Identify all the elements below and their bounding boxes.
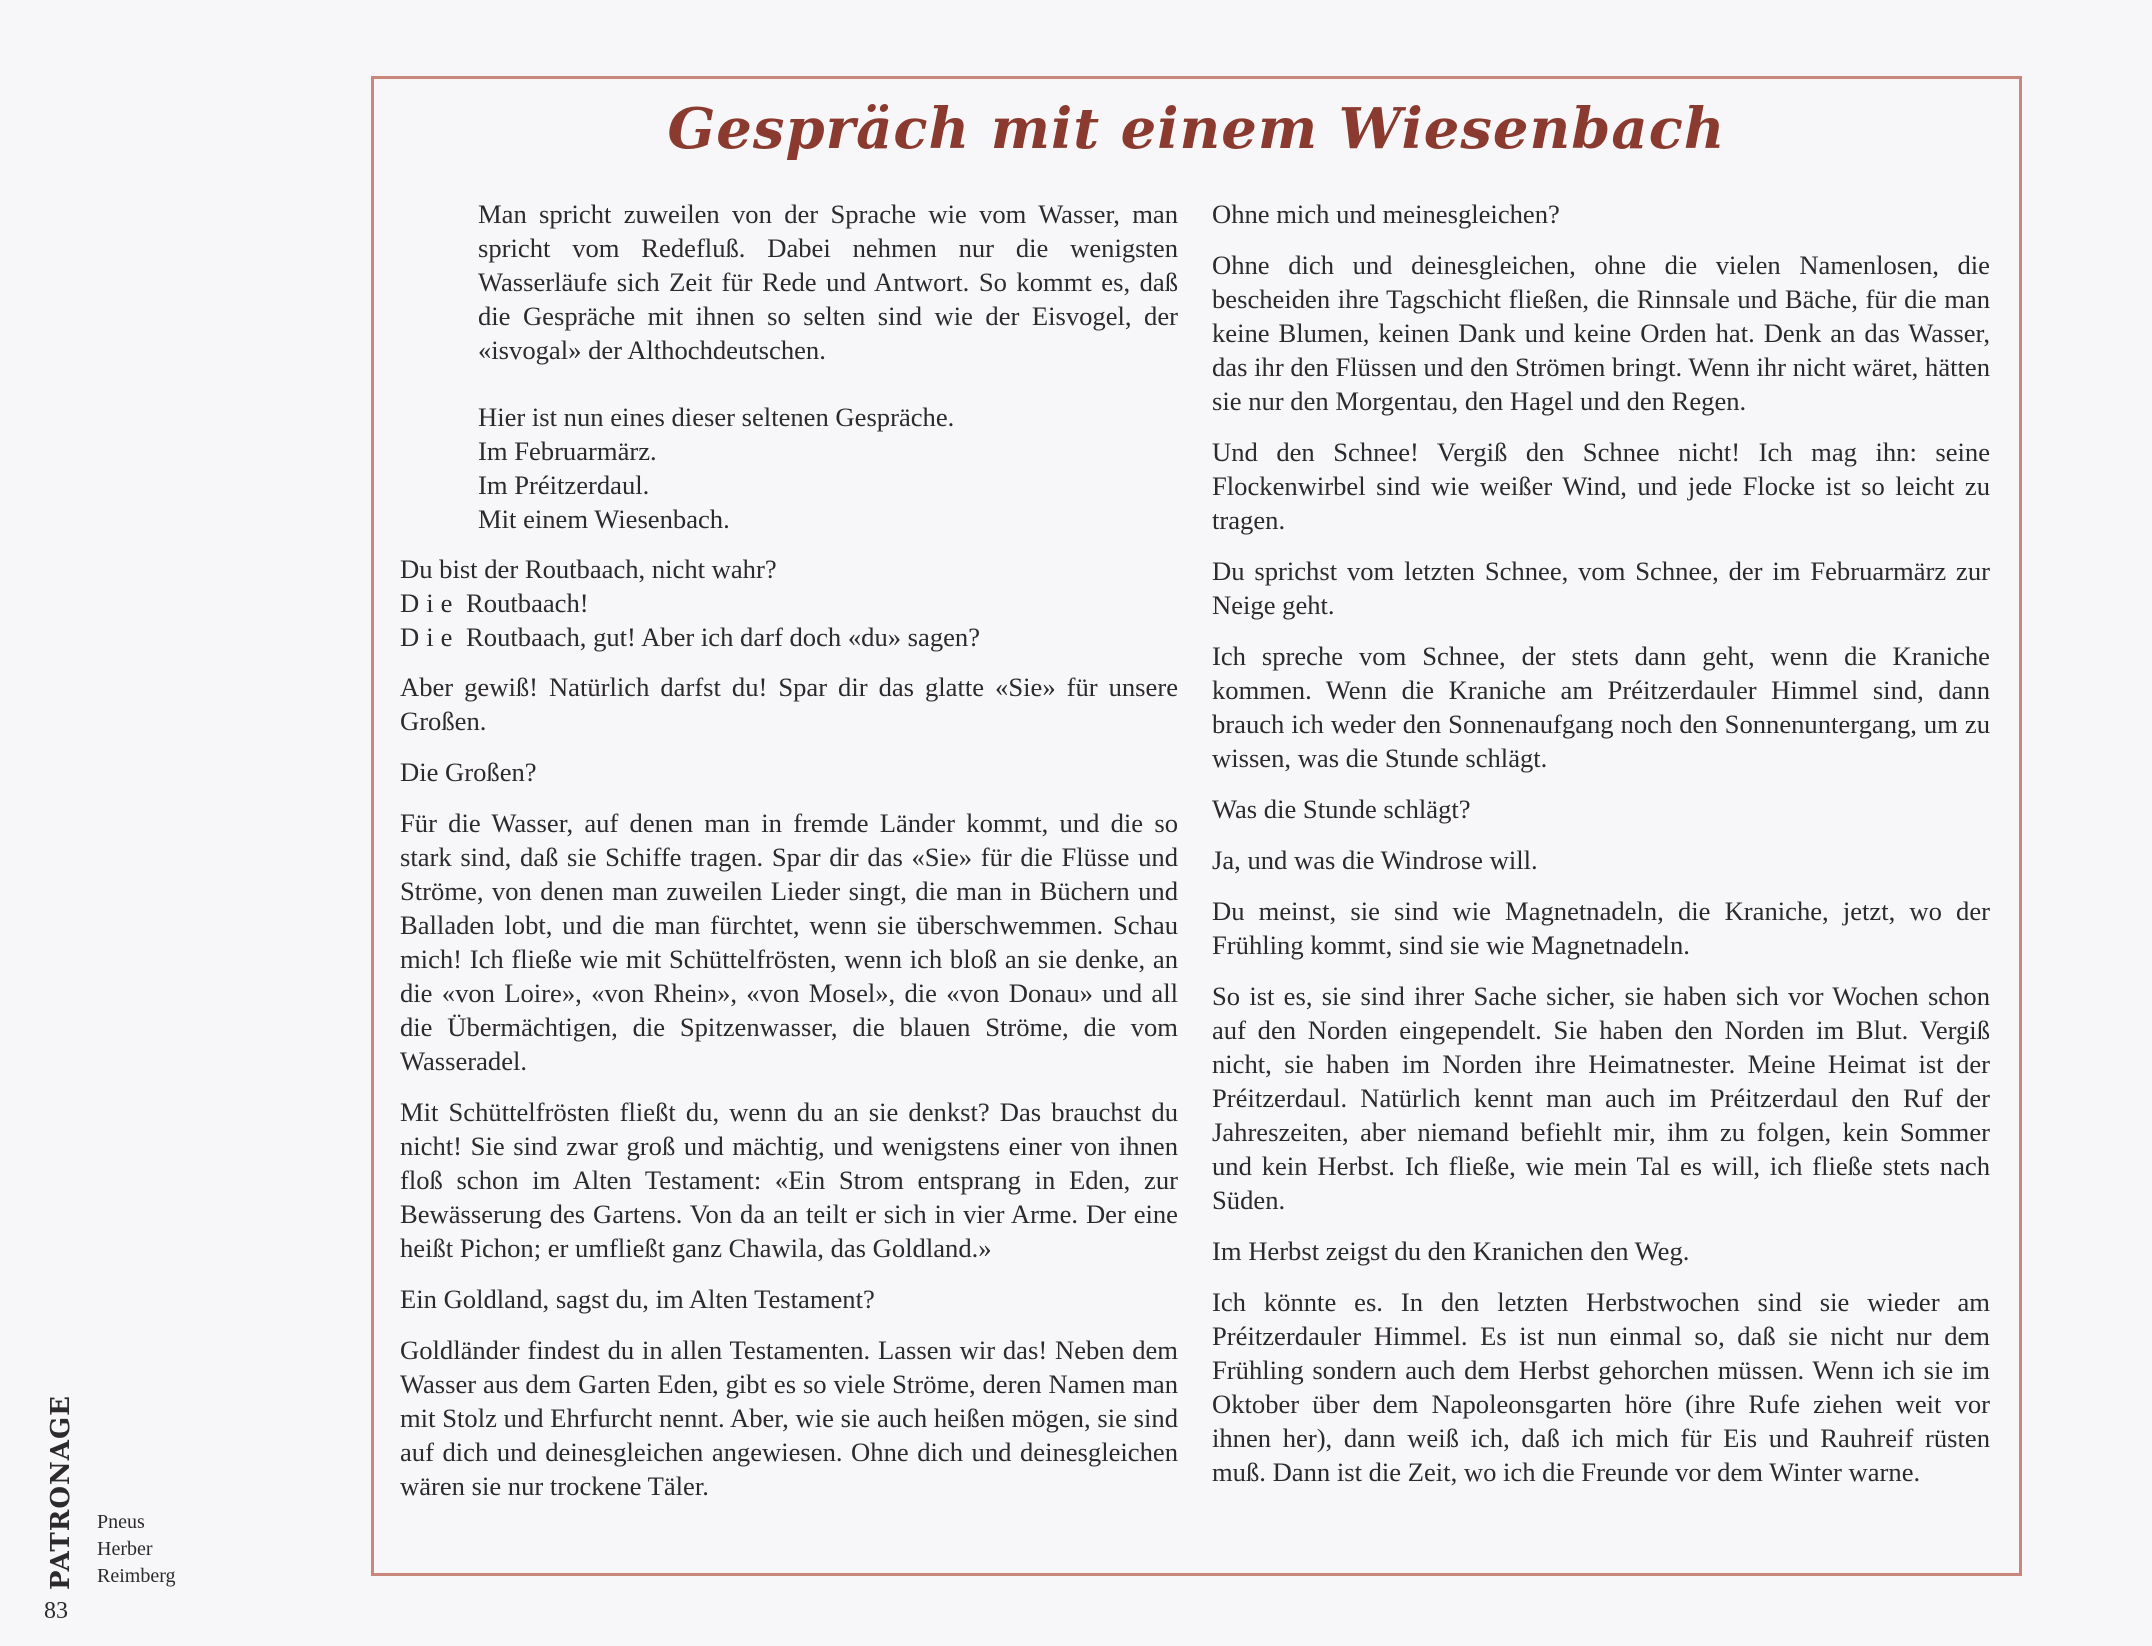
intro-line: Mit einem Wiesenbach. xyxy=(478,504,730,534)
article-title: Gespräch mit einem Wiesenbach xyxy=(667,96,1726,162)
paragraph: So ist es, sie sind ihrer Sache sicher, sie haben sich vor Wochen schon auf den Norden eingependelt. Sie haben den Norden im Blut. Vergiß nicht, sie haben im Norden ihre Heimatnester. Meine Heimat ist der Préitzerdaul. Natürlich kennt man auch im Préitzerdaul den Ruf der Jahreszeiten, aber niemand befiehlt mir, ihm zu folgen, kein Sommer und kein Herbst. Ich fließe, wie mein Tal es will, ich fließe stets nach Süden. xyxy=(1212,981,1990,1215)
spaced-article: Die xyxy=(400,622,460,652)
dialogue-text: Routbaach, gut! Aber ich darf doch «du» sagen? xyxy=(459,622,981,652)
paragraph: Ja, und was die Windrose will. xyxy=(1212,845,1538,875)
paragraph: Aber gewiß! Natürlich darfst du! Spar dir das glatte «Sie» für unsere Großen. xyxy=(400,672,1178,736)
intro-paragraph: Man spricht zuweilen von der Sprache wie vom Wasser, man spricht vom Redefluß. Dabei nehmen nur die wenigsten Wasserläufe sich Zeit für Rede und Antwort. So kommt es, daß die Gespräche mit ihnen so selten sind wie der Eisvogel, der «isvogal» der Althochdeutschen. xyxy=(478,199,1178,365)
sponsor-line: Herber xyxy=(97,1538,153,1560)
left-column xyxy=(400,197,1178,1520)
paragraph: Mit Schüttelfrösten fließt du, wenn du an sie denkst? Das brauchst du nicht! Sie sind zwar groß und mächtig, und wenigstens einer von ihnen floß schon im Alten Testament: «Ein Strom entsprang in Eden, zur Bewässerung des Gartens. Von da an teilt er sich in vier Arme. Der eine heißt Pichon; er umfließt ganz Chawila, das Goldland.» xyxy=(400,1097,1178,1263)
paragraph: Für die Wasser, auf denen man in fremde Länder kommt, und die so stark sind, daß sie Schiffe tragen. Spar dir das «Sie» für die Flüsse und Ströme, von denen man zuweilen Lieder singt, die man in Büchern und Balladen lobt, und die man fürchtet, wenn sie überschwemmen. Schau mich! Ich fließe wie mit Schüttelfrösten, wenn ich bloß an sie denke, an die «von Loire», «von Rhein», «von Mosel», die «von Donau» und all die Übermächtigen, die Spitzenwasser, die blauen Ströme, die vom Wasseradel. xyxy=(400,808,1178,1076)
paragraph: Ich könnte es. In den letzten Herbstwochen sind sie wieder am Préitzerdauler Himmel. Es ist nun einmal so, daß sie nicht nur dem Frühling sondern auch dem Herbst gehorchen müssen. Wenn ich sie im Oktober über dem Napoleonsgarten höre (ihre Rufe ziehen weit vor ihnen her), dann weiß ich, daß ich mich für Eis und Rauhreif rüsten muß. Dann ist die Zeit, wo ich die Freunde vor dem Winter warne. xyxy=(1212,1287,1990,1487)
dialogue-line xyxy=(400,586,1178,620)
section-label: PATRONAGE xyxy=(46,1395,76,1590)
paragraph: Und den Schnee! Vergiß den Schnee nicht! Ich mag ihn: seine Flockenwirbel sind wie weißer Wind, und jede Flocke ist so leicht zu tragen. xyxy=(1212,437,1990,535)
dialogue-line: Du bist der Routbaach, nicht wahr? xyxy=(400,554,777,584)
paragraph: Ohne mich und meinesgleichen? xyxy=(1212,199,1560,229)
paragraph: Goldländer findest du in allen Testamenten. Lassen wir das! Neben dem Wasser aus dem Garten Eden, gibt es so viele Ströme, deren Namen man mit Stolz und Ehrfurcht nennt. Aber, wie sie auch heißen mögen, sie sind auf dich und deinesgleichen angewiesen. Ohne dich und deinesgleichen wären sie nur trockene Täler. xyxy=(400,1335,1178,1501)
paragraph: Die Großen? xyxy=(400,757,537,787)
paragraph: Ein Goldland, sagst du, im Alten Testament? xyxy=(400,1284,875,1314)
paragraph: Im Herbst zeigst du den Kranichen den Weg. xyxy=(1212,1236,1690,1266)
intro-line: Hier ist nun eines dieser seltenen Gespräche. xyxy=(478,402,955,432)
paragraph: Ich spreche vom Schnee, der stets dann geht, wenn die Kraniche kommen. Wenn die Kraniche am Préitzerdauler Himmel sind, dann brauch ich weder den Sonnenaufgang noch den Sonnenuntergang, um zu wissen, was die Stunde schlägt. xyxy=(1212,641,1990,773)
sponsor-line: Pneus xyxy=(97,1511,145,1533)
right-column xyxy=(1212,197,1990,1506)
paragraph: Du meinst, sie sind wie Magnetnadeln, die Kraniche, jetzt, wo der Frühling kommt, sind sie wie Magnetnadeln. xyxy=(1212,896,1990,960)
sponsor-line: Reimberg xyxy=(97,1565,176,1587)
dialogue-text: Routbaach! xyxy=(459,588,589,618)
spaced-article: Die xyxy=(400,588,460,618)
sponsor-list xyxy=(97,1509,176,1590)
paragraph: Was die Stunde schlägt? xyxy=(1212,794,1471,824)
intro-lines xyxy=(400,400,1178,536)
intro-line: Im Februarmärz. xyxy=(478,436,657,466)
paragraph: Du sprichst vom letzten Schnee, vom Schnee, der im Februarmärz zur Neige geht. xyxy=(1212,556,1990,620)
dialogue-line xyxy=(400,620,1178,654)
dialogue-lines xyxy=(400,552,1178,654)
paragraph: Ohne dich und deinesgleichen, ohne die vielen Namenlosen, die bescheiden ihre Tagschicht fließen, die Rinnsale und Bäche, für die man keine Blumen, keinen Dank und keine Orden hat. Denk an das Wasser, das ihr den Flüssen und den Strömen bringt. Wenn ihr nicht wäret, hätten sie nur den Morgentau, den Hagel und den Regen. xyxy=(1212,250,1990,416)
intro-line: Im Préitzerdaul. xyxy=(478,470,650,500)
page-number: 83 xyxy=(44,1598,68,1624)
